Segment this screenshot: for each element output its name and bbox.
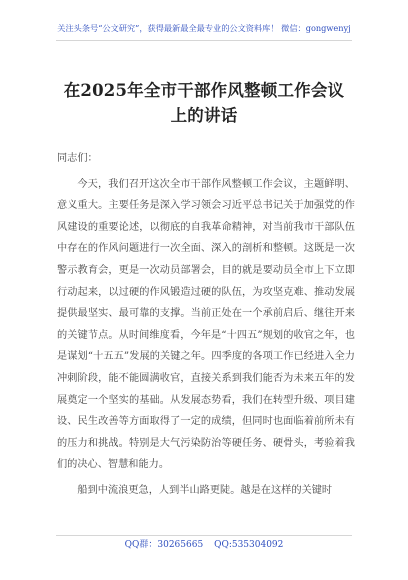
document-body [57,148,355,506]
document-title: 在2025年全市干部作风整顿工作会议上的讲话 [63,81,345,125]
body-paragraph: 今天，我们召开这次全市干部作风整顿工作会议，主题鲜明、意义重大。主要任务是深入学习领会习近平总书记关于加强党的作风建设的重要论述，以彻底的自我革命精神，对当前我市干部队伍中存在的作风问题进行一次全面、深入的剖析和整顿。这既是一次警示教育会，更是一次动员部署会，目的就是要动员全市上下立即行动起来，以过硬的作风锻造过硬的队伍，为攻坚克难、推动发展提供最坚实、最可靠的支撑。当前正处在一个承前启后、继往开来的关键节点。从时间维度看，今年是“十四五”规划的收官之年，也是谋划“十五五”发展的关键之年。四季度的各项工作已经进入全力冲刺阶段，能不能圆满收官，直接关系到我们能否为未来五年的发展奠定一个坚实的基础。从发展态势看，我们在转型升级、项目建设、民生改善等方面取得了一定的成绩，但同时也面临着前所未有的压力和挑战。特别是大气污染防治等硬任务、硬骨头，考验着我们的决心、智慧和能力。 [57,178,355,471]
header-divider [56,40,352,41]
footer-qq: QQ:535304092 [214,540,284,550]
body-paragraph: 船到中流浪更急，人到半山路更陡。越是在这样的关键时 [77,484,333,496]
footer-divider [56,535,352,536]
salutation: 同志们： [57,153,98,164]
header-note: 关注头条号“公文研究”，获得最新最全最专业的公文资料库！ 微信：gongwenyj [57,23,351,33]
footer-qq-group: QQ群：30265665 [124,540,204,550]
footer-contact [0,538,408,552]
